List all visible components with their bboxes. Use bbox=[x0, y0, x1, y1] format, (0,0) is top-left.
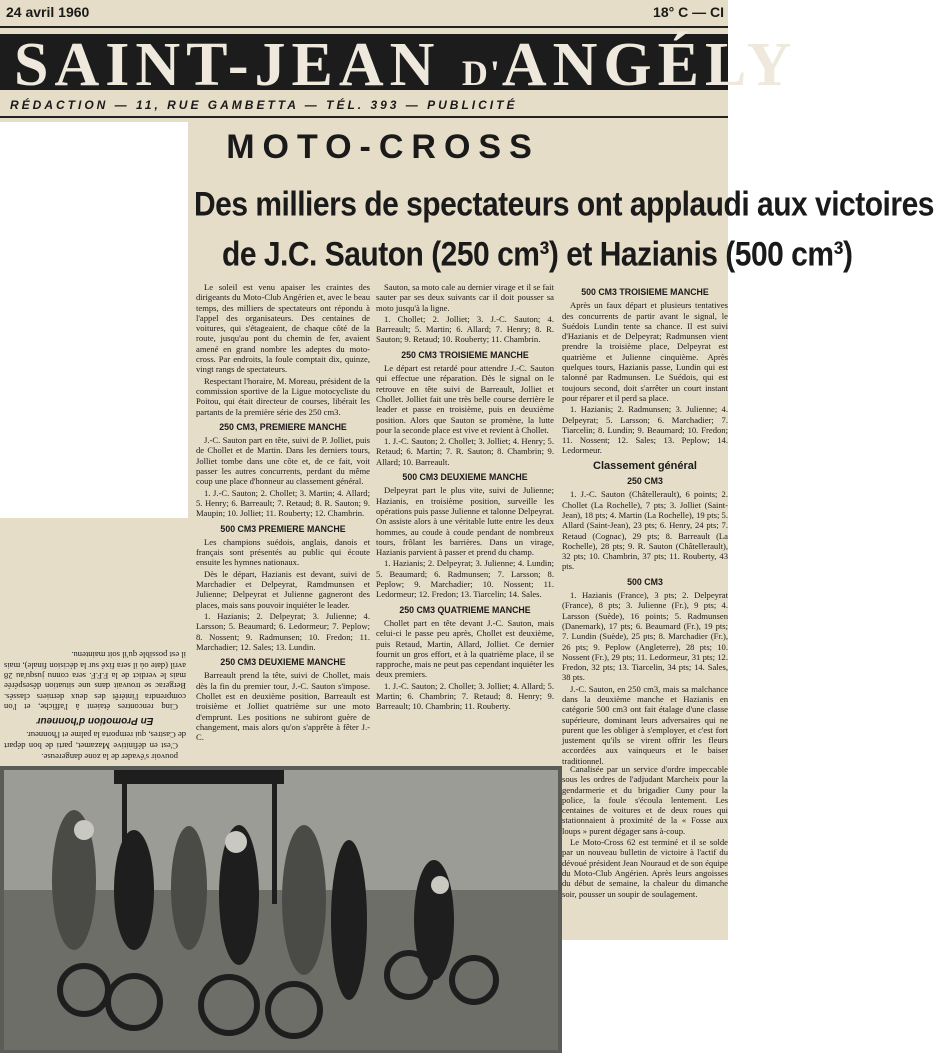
photo-spectator bbox=[171, 826, 207, 950]
paragraph: Canalisée par un service d'ordre impeccable sous les ordres de l'adjudant Marcheix pour la gendarmerie et du brigadier Cuny pour la police, la foule s'écoula lentement. Les centaines de voitures et de deux roues qui stationnaient à proximité de la « Fosse aux loups » purent dégager sans à-coup. bbox=[562, 764, 728, 836]
paragraph: Chollet part en tête devant J.-C. Sauton, mais celui-ci le passe peu après, Chollet est deuxième, puis Retaud, Martin, Allard, Jolliet. Ce dernier fournit un gros effort, et à la quatrième place, il se rapproche, mais ne peut pas cependant inquiéter les deux premiers. bbox=[376, 617, 554, 680]
subheading: 500 CM3 TROISIEME MANCHE bbox=[581, 287, 709, 297]
subheading: En Promotion d'honneur bbox=[36, 715, 154, 727]
paragraph: pouvoir s'évader de la zone dangereuse. bbox=[41, 752, 178, 762]
masthead-rule-bottom bbox=[0, 116, 728, 118]
headline-line-2: de J.C. Sauton (250 cm³) et Hazianis (500 cm³) bbox=[222, 235, 853, 274]
title-part-a: SAINT-JEAN bbox=[14, 31, 462, 99]
race-photo bbox=[4, 770, 558, 1050]
paragraph: Les champions suédois, anglais, danois et français sont présentés au public qui écoute ensuite les hymnes nationaux. bbox=[196, 536, 370, 568]
masthead-rule-top bbox=[0, 26, 728, 28]
photo-helmet bbox=[431, 876, 449, 894]
subheading: Classement général bbox=[593, 459, 697, 472]
subheading: 500 CM3 DEUXIEME MANCHE bbox=[402, 472, 528, 483]
headline-line-1: Des milliers de spectateurs ont applaudi aux victoires bbox=[194, 185, 934, 224]
paragraph: Cinq rencontres étaient à l'affiche, et l'on comprendra l'intérêt des deux derniers classés. Bergerac se trouvait dans une situation désespérée mais le verdict de la F.F.F. sera connu jusqu'au 28 avril (date où il sera fixé sur la décision finale), mais il est possible qu'il soit maintenu. bbox=[4, 650, 186, 712]
subheading: 250 CM3 DEUXIEME MANCHE bbox=[220, 657, 346, 668]
photo-shelter-post bbox=[272, 784, 277, 904]
paragraph: 1. Hazianis; 2. Delpeyrat; 3. Julienne; 4. Lundin; 5. Beaumard; 6. Radmunsen; 7. Larsson; 8. Peplow; 9. Marchadier; 10. Nossent; 11. Ledormeur; 12. Fredon; 13. Tiarcelin; 14. Sales. bbox=[376, 558, 554, 600]
photo-spectator bbox=[282, 825, 326, 975]
photo-shelter-roof bbox=[114, 770, 284, 784]
paragraph: Delpeyrat part le plus vite, suivi de Julienne; Hazianis, en troisième position, surveille les opérations puis passe Julienne et talonne Delpeyrat. On assiste alors à une véritable lutte entre les deux hommes, au coude à coude pendant de nombreux tours, frôlant les barrières. Dans un virage, Hazianis parvient à passer et prend du champ. bbox=[376, 485, 554, 558]
paragraph: 1. Chollet; 2. Jolliet; 3. J.-C. Sauton; 4. Barreault; 5. Martin; 6. Allard; 7. Henry; 8. R. Sauton; 9. Retaud; 10. Rouberty; 11. Chambrin. bbox=[376, 313, 554, 345]
title-part-b: ANGÉLY bbox=[501, 31, 798, 99]
paragraph: 1. Hazianis (France), 3 pts; 2. Delpeyrat (France), 8 pts; 3. Julienne (Fr.), 9 pts; 4. Larsson (Suède), 16 points; 5. Radmunsen (Danemark), 17 pts; 6. Beaumard (Fr.), 19 pts; 7. Lundin (Suède), 25 pts; 8. Marchadier (Fr.), 26 pts; 9. Peplow (Angleterre), 28 pts; 10. Nossent (Fr.), 29 pts; 11. Ledormeur, 31 pts; 12. Fredon, 32 pts; 13. Tiarcelin, 34 pts; 14. Sales, 38 pts. bbox=[562, 590, 728, 683]
paragraph: 1. Hazianis; 2. Radmunsen; 3. Julienne; 4. Delpeyrat; 5. Larsson; 6. Marchadier; 7. Tiarcelin; 8. Lundin; 9. Beaumard; 10. Fredon; 11. Nossent; 12. Sales; 13. Peplow; 14. Ledormeur. bbox=[562, 404, 728, 456]
article-column-1 bbox=[196, 282, 370, 762]
paragraph: Après un faux départ et plusieurs tentatives des concurrents de partir avant le signal, le Suédois Lundin tente sa chance. Il est suivi d'Hazianis et de Delpeyrat; Radmunsen vient prendre la troisième place, Delpeyrat est quatrième et Julienne cinquième. Après quelques tours, Hazianis passe, Lundin qui est talonné par Radmunsen. Le Suédois, qui est toujours second, doit s'arrêter un court instant pour réparer et il perd sa place. bbox=[562, 300, 728, 403]
issue-date: 24 avril 1960 bbox=[6, 4, 90, 20]
paragraph: Dès le départ, Hazianis est devant, suivi de Marchadier et Delpeyrat, Ramdmunsen et Julienne; Delpeyrat et Julienne gagneront des places, mais sans pouvoir inquiéter le leader. bbox=[196, 568, 370, 610]
paragraph: Le soleil est venu apaiser les craintes des dirigeants du Moto-Club Angérien et, avec le beau temps, des milliers de spectateurs ont répondu à l'appel des organisateurs. Des centaines de voitures, qui s'étageaient, de chaque côté de la route, jusqu'au pont du chemin de fer, avaient amené en grand nombre les adeptes du moto-cross. Par endroits, la foule comptait dix, quinze, vingt rangs de spectateurs. bbox=[196, 282, 370, 375]
subheading: 250 CM3 bbox=[627, 476, 663, 487]
paragraph: 1. J.-C. Sauton; 2. Chollet; 3. Jolliet; 4. Henry; 5. Retaud; 6. Martin; 7. R. Sauton; 8. Chambrin; 9. Allard; 10. Barreault. bbox=[376, 436, 554, 467]
article-column-4 bbox=[562, 764, 728, 936]
photo-helmet bbox=[225, 831, 247, 853]
paragraph: C'est en définitive Mazamet, parti de bon départ de Castres, qui remporta la palme et l'honneur. bbox=[4, 730, 186, 751]
paragraph: Le départ est retardé pour attendre J.-C. Sauton qui effectue une réparation. Dès le signal on le retrouve en tête suivi de Barreault, Jolliet et Chollet. Jolliet fait une très belle course derrière le leader et passe en troisième, puis en deuxième position. Alors que Sauton se promène, la lutte pour la seconde place est vive et revient à Chollet. bbox=[376, 363, 554, 435]
subheading: 250 CM3 QUATRIEME MANCHE bbox=[399, 604, 531, 615]
photo-spectator bbox=[114, 830, 154, 950]
paragraph: Barreault prend la tête, suivi de Chollet, mais dès la fin du premier tour, J.-C. Sauton s'impose. Chollet est en deuxième position, Barreault est troisième et Jolliet quatrième sur une moto d'emprunt. Les positions ne subiront guère de changement, mais alors qu'on s'apprête à fêter J.-C. bbox=[196, 670, 370, 743]
subheading: 250 CM3 TROISIEME MANCHE bbox=[401, 349, 529, 360]
article-column-2 bbox=[376, 282, 554, 762]
paragraph: 1. Hazianis; 2. Delpeyrat; 3. Julienne; 4. Larsson; 5. Beaumard; 6. Ledormeur; 7. Peplow; 8. Nossent; 9. Radmunsen; 10. Fredon; 11. Marchadier; 12. Sales; 13. Lundin. bbox=[196, 610, 370, 652]
subheading: 500 CM3 PREMIERE MANCHE bbox=[220, 523, 346, 534]
photo-helmet bbox=[74, 820, 94, 840]
paragraph: Le Moto-Cross 62 est terminé et il se solde par un nouveau bulletin de victoire à l'actif du dévoué président Jean Nouraud et de son équipe du Moto-Club Angérien. Après leurs angoisses du début de semaine, la chaleur du dimanche soir, pousser un soupir de soulagement. bbox=[562, 837, 728, 899]
subheading: 500 CM3 bbox=[627, 576, 663, 587]
photo-spectator bbox=[414, 860, 454, 980]
newspaper-title bbox=[14, 31, 798, 99]
paragraph: 1. J.-C. Sauton; 2. Chollet; 3. Martin; 4. Allard; 5. Henry; 6. Barreault; 7. Retaud; 8. R. Sauton; 9. Maupin; 10. Jolliet; 11. Rouberty; 12. Chambrin. bbox=[196, 487, 370, 519]
masthead-subline: RÉDACTION — 11, RUE GAMBETTA — TÉL. 393 — PUBLICITÉ bbox=[10, 98, 518, 112]
paragraph: J.-C. Sauton, en 250 cm3, mais sa malchance dans la deuxième manche et Hazianis en catégorie 500 cm3 ont fait étalage d'une classe supérieure, dominant leurs adversaires qui ne purent que les obliger à s'employer, et c'est fort justement qu'ils se virent offrir les fleurs accordées aux vainqueurs et le baiser traditionnel. bbox=[562, 683, 728, 766]
paragraph: Sauton, sa moto cale au dernier virage et il se fait sauter par ses deux suivants car il doit pousser sa moto jusqu'à la ligne. bbox=[376, 282, 554, 313]
paragraph: J.-C. Sauton part en tête, suivi de P. Jolliet, puis de Chollet et de Martin. Dans les derniers tours, Jolliet tombe dans une côte et, de ce fait, voit passer les autres concurrents, perdant du même coup une place d'honneur au classement général. bbox=[196, 435, 370, 487]
paragraph: Respectant l'horaire, M. Moreau, président de la commission sportive de la Ligue motocycliste du Poitou, qui était directeur de courses, libérait les partants de la première série des 250 cm3. bbox=[196, 375, 370, 417]
weather-reading: 18° C — CI bbox=[653, 4, 724, 20]
article-column-3 bbox=[562, 282, 728, 766]
inverted-neighbour-column bbox=[4, 522, 186, 762]
subheading: 250 CM3, PREMIERE MANCHE bbox=[219, 421, 347, 432]
title-part-d: D' bbox=[461, 53, 502, 93]
section-kicker: MOTO-CROSS bbox=[226, 128, 540, 166]
paragraph: 1. J.-C. Sauton; 2. Chollet; 3. Jolliet; 4. Allard; 5. Martin; 6. Chambrin; 7. Retaud; 8. Henry; 9. Barreault; 10. Chambrin; 11. Rouberty. bbox=[376, 680, 554, 712]
paragraph: 1. J.-C. Sauton (Châtellerault), 6 points; 2. Chollet (La Rochelle), 7 pts; 3. Jolliet (Saint-Jean), 18 pts; 4. Martin (La Rochelle), 19 pts; 5. Allard (Saint-Jean), 23 pts; 6. Henry, 24 pts; 7. Retaud (Cognac), 29 pts; 8. Barreault (La Rochelle), 28 pts; 9. R. Sauton (Châtellerault), 32 pts; 10. Chambrin, 37 pts; 11. Rouberty, 43 pts. bbox=[562, 489, 728, 572]
photo-spectator bbox=[331, 840, 367, 1000]
